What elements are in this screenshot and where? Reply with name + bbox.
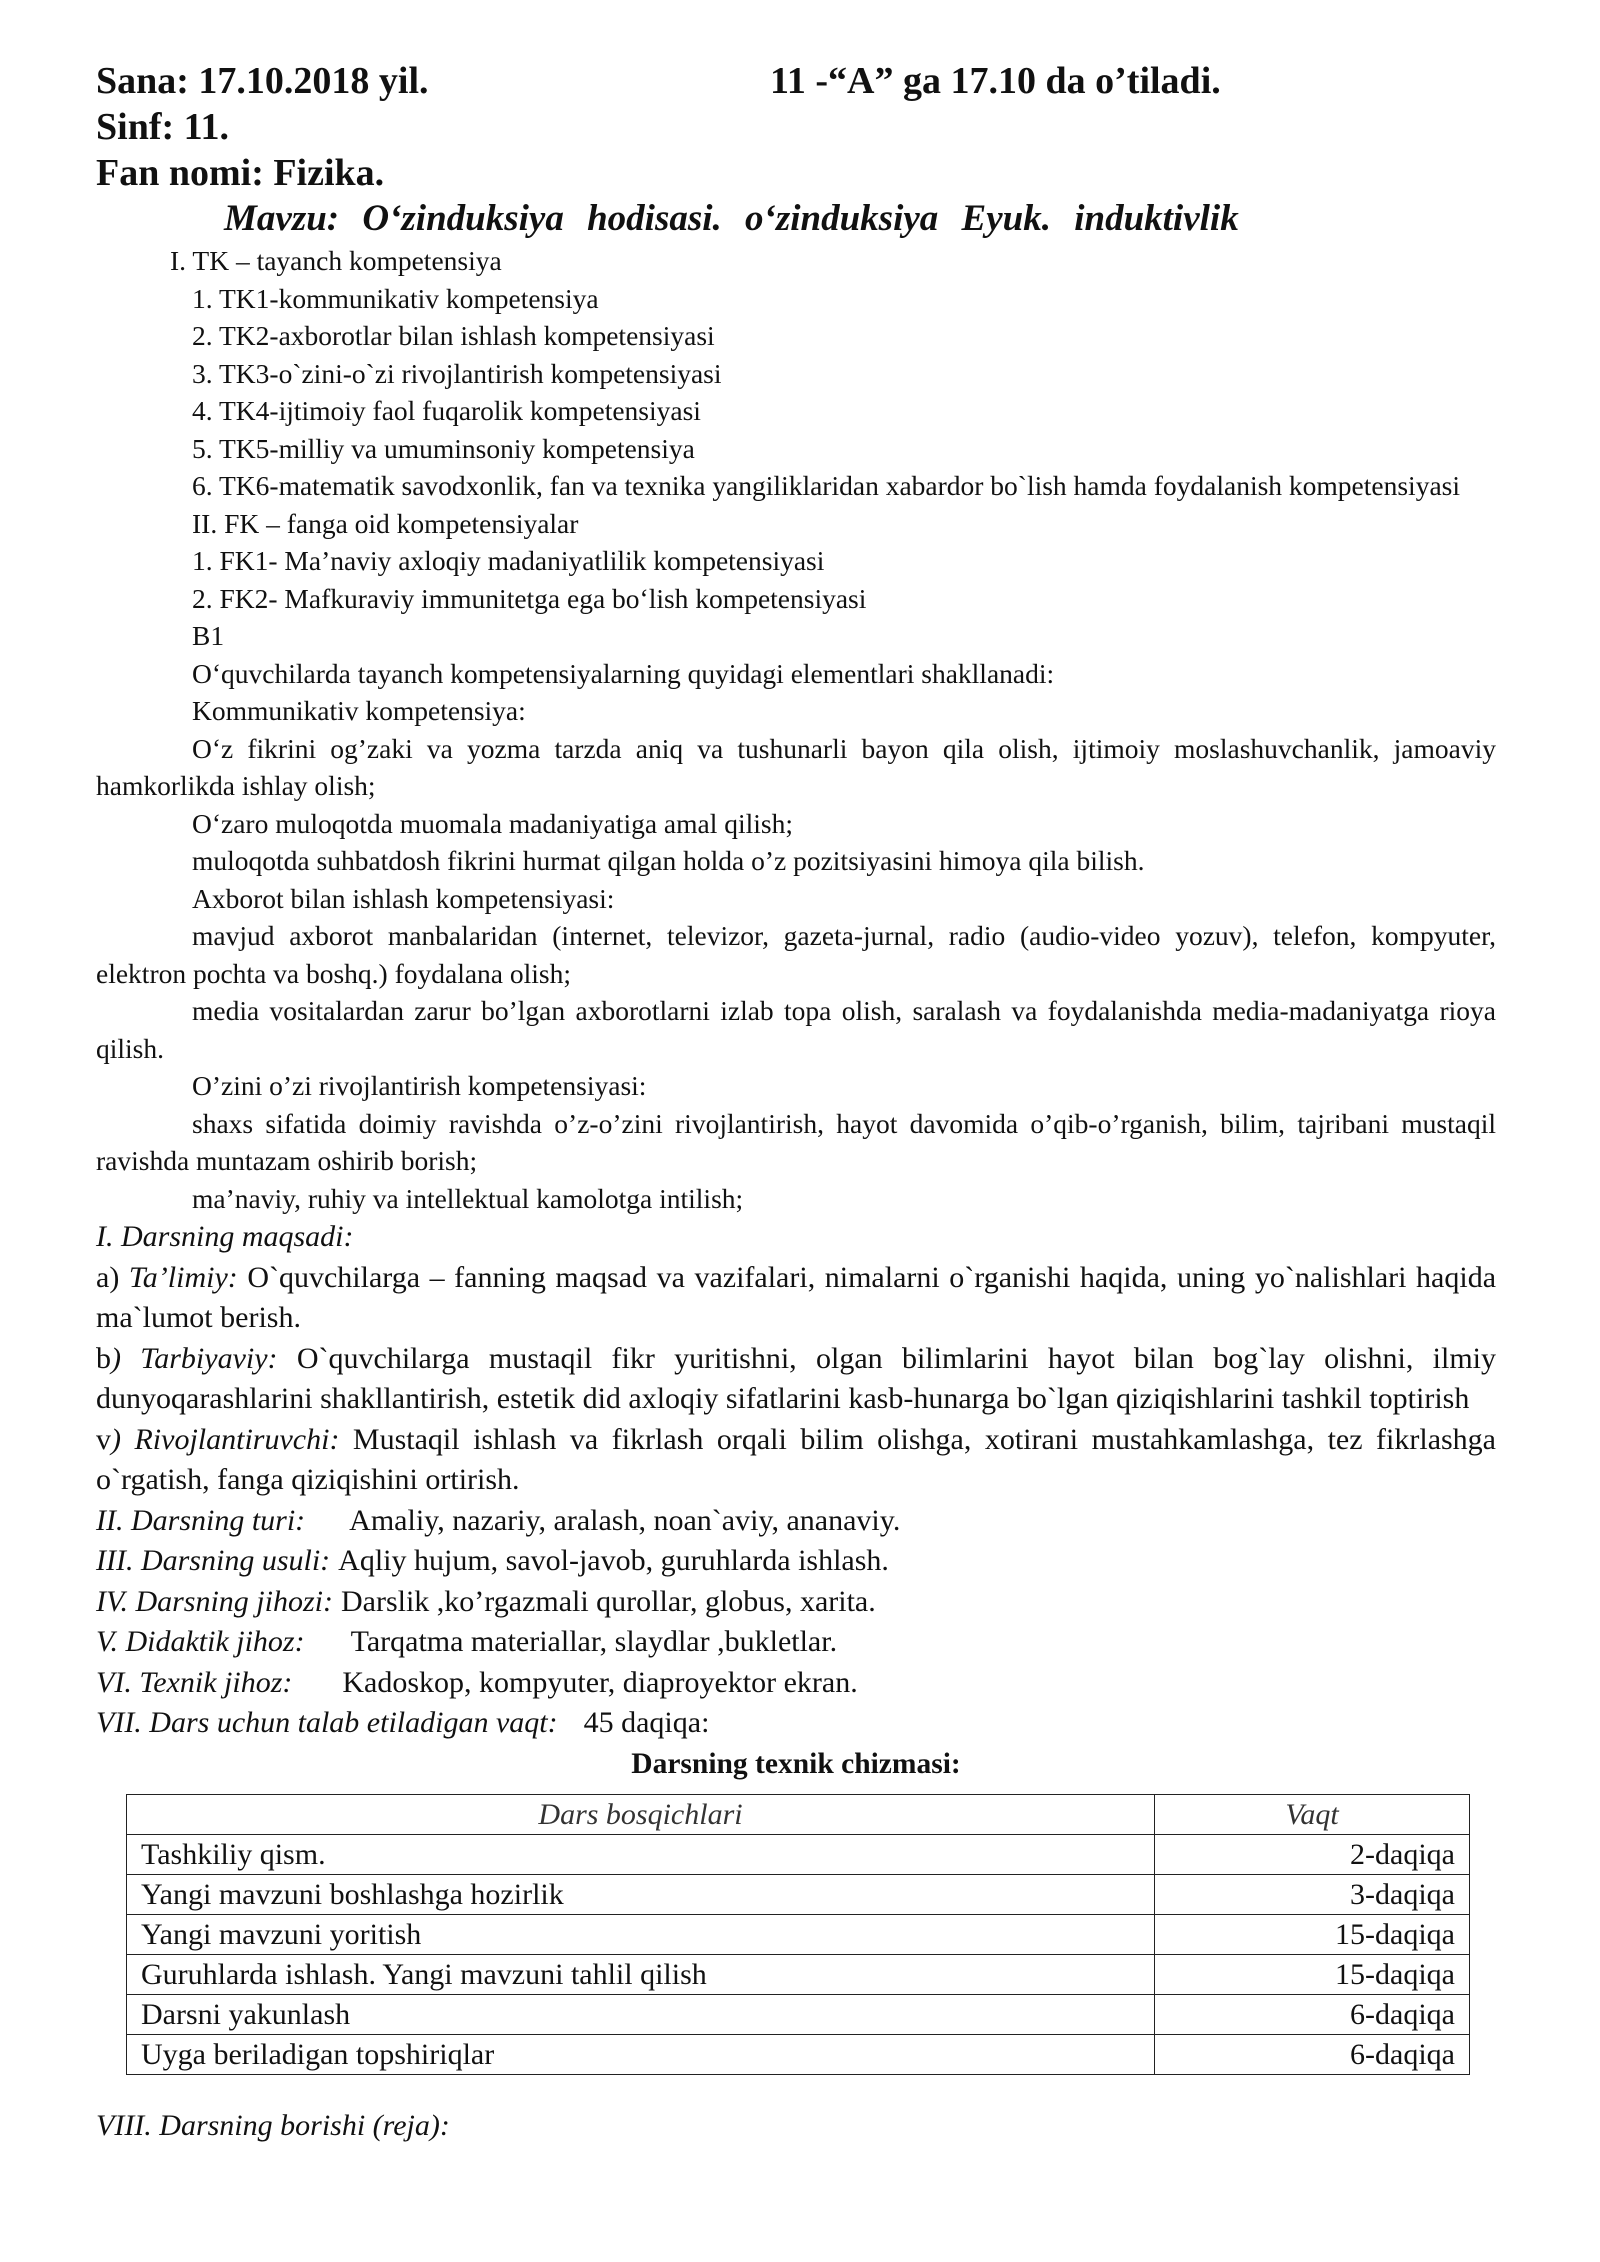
goal-b-label: ) Tarbiyaviy:: [111, 1341, 278, 1375]
komm-item: O‘zaro muloqotda muomala madaniyatiga amal qilish;: [192, 807, 794, 839]
goals-title: I. Darsning maqsadi:: [96, 1220, 354, 1253]
grade-text: Sinf: 11.: [96, 106, 230, 148]
meta-value: Darslik ,ko’rgazmali qurollar, globus, xarita.: [340, 1584, 876, 1618]
riv-item: shaxs sifatida doimiy ravishda o’z-o’zini rivojlantirish, hayot davomida o’qib-o’rganish, bilim, tajribani mustaqil ravishda muntazam oshirib borish;: [96, 1107, 1496, 1176]
goal-a-prefix: a): [96, 1260, 129, 1294]
goal-a-text: O`quvchilarga – fanning maqsad va vazifalari, nimalarni o`rganishi haqida, uning yo`nalishlari haqida ma`lumot berish.: [96, 1260, 1497, 1334]
time-cell: 6-daqiqa: [1155, 1994, 1470, 2034]
komm-title: Kommunikativ kompetensiya:: [192, 695, 526, 726]
lesson-schedule-table: [126, 1794, 1470, 2075]
table-header-row: [127, 1794, 1470, 1834]
lesson-plan-page: [96, 58, 1496, 2146]
meta-row: [96, 1703, 1496, 1744]
axb-title: Axborot bilan ishlash kompetensiyasi:: [192, 882, 615, 914]
time-cell: 15-daqiqa: [1155, 1914, 1470, 1954]
axb-item: mavjud axborot manbalaridan (internet, televizor, gazeta-jurnal, radio (audio-video yozuv), telefon, kompyuter, elektron pochta va boshq.) foydalana olish;: [96, 920, 1496, 989]
komm-item: muloqotda suhbatdosh fikrini hurmat qilgan holda o’z pozitsiyasini himoya qila bilish.: [192, 845, 1145, 876]
meta-label: V. Didaktik jihoz:: [96, 1625, 305, 1658]
b1-label: B1: [192, 620, 225, 651]
lesson-flow-heading: VIII. Darsning borishi (reja):: [96, 2108, 450, 2142]
stage-cell: Darsni yakunlash: [127, 1994, 1155, 2034]
tk-item: 4. TK4-ijtimoiy faol fuqarolik kompetensiyasi: [192, 395, 701, 426]
meta-label: II. Darsning turi:: [96, 1503, 306, 1537]
stage-cell: Uyga beriladigan topshiriqlar: [127, 2034, 1155, 2074]
fk-item: 2. FK2- Mafkuraviy immunitetga ega bo‘lish kompetensiyasi: [192, 582, 867, 614]
meta-label: VI. Texnik jihoz:: [96, 1665, 293, 1699]
riv-title: O’zini o’zi rivojlantirish kompetensiyasi:: [192, 1070, 647, 1101]
axb-item: media vositalardan zarur bo’lgan axborotlarni izlab topa olish, saralash va foydalanishda media-madaniyatga rioya qilish.: [96, 995, 1496, 1064]
topic-heading: Mavzu: O‘zinduksiya hodisasi. o‘zinduksiya Eyuk. induktivlik: [224, 198, 1239, 239]
time-cell: 2-daqiqa: [1155, 1834, 1470, 1874]
meta-label: VII. Dars uchun talab etiladigan vaqt:: [96, 1706, 558, 1739]
goal-b-prefix: b: [96, 1341, 111, 1375]
goal-v: [96, 1420, 1496, 1501]
subject-text: Fan nomi: Fizika.: [96, 152, 385, 194]
goal-b-text: O`quvchilarga mustaqil fikr yuritishni, olgan bilimlarini hayot bilan bog`lay olishni, ilmiy dunyoqarashlarini shakllantirish, estetik did axloqiy sifatlarini kasb-hunarga bo`lgan qiziqishlarini tashkil toptirish: [96, 1341, 1497, 1415]
goal-v-text: Mustaqil ishlash va fikrlash orqali bilim olishga, xotirani mustahkamlashga, tez fikrlashga o`rgatish, fanga qiziqishini ortirish.: [96, 1422, 1497, 1496]
time-cell: 3-daqiqa: [1155, 1874, 1470, 1914]
tk-item: 5. TK5-milliy va umuminsoniy kompetensiya: [192, 432, 695, 464]
meta-label: III. Darsning usuli:: [96, 1544, 331, 1577]
tk-title: I. TK – tayanch kompetensiya: [170, 245, 502, 276]
class-note: 11 -“A” ga 17.10 da o’tiladi.: [770, 60, 1221, 102]
meta-label: IV. Darsning jihozi:: [96, 1584, 333, 1618]
intro-text: O‘quvchilarda tayanch kompetensiyalarning quyidagi elementlari shakllanadi:: [192, 657, 1055, 689]
goal-b: [96, 1339, 1496, 1420]
meta-value: Kadoskop, kompyuter, diaproyektor ekran.: [342, 1665, 858, 1699]
riv-item: ma’naviy, ruhiy va intellektual kamolotga intilish;: [192, 1182, 744, 1214]
table-row: [127, 1874, 1470, 1914]
komm-item: O‘z fikrini og’zaki va yozma tarzda aniq va tushunarli bayon qila olish, ijtimoiy moslashuvchanlik, jamoaviy hamkorlikda ishlay olish;: [96, 732, 1496, 801]
meta-value: 45 daqiqa:: [583, 1706, 710, 1739]
goal-a-label: Ta’limiy:: [128, 1260, 238, 1294]
meta-row: [96, 1541, 1496, 1582]
meta-row: [96, 1663, 1496, 1704]
meta-value: Aqliy hujum, savol-javob, guruhlarda ishlash.: [338, 1544, 889, 1577]
goal-v-label: ) Rivojlantiruvchi:: [111, 1422, 340, 1456]
date-row: [96, 58, 1496, 104]
table-row: [127, 2034, 1470, 2074]
table-row: [127, 1914, 1470, 1954]
table-row: [127, 1834, 1470, 1874]
date-text: Sana: 17.10.2018 yil.: [96, 60, 429, 102]
table-row: [127, 1994, 1470, 2034]
fk-item: 1. FK1- Ma’naviy axloqiy madaniyatlilik kompetensiyasi: [192, 545, 825, 576]
table-title: Darsning texnik chizmasi:: [631, 1747, 961, 1780]
stage-cell: Guruhlarda ishlash. Yangi mavzuni tahlil qilish: [127, 1954, 1155, 1994]
meta-value: Tarqatma materiallar, slaydlar ,bukletlar.: [350, 1625, 838, 1658]
time-cell: 15-daqiqa: [1155, 1954, 1470, 1994]
stage-cell: Yangi mavzuni boshlashga hozirlik: [127, 1874, 1155, 1914]
table-row: [127, 1954, 1470, 1994]
goal-a: [96, 1258, 1496, 1339]
tk-item: 6. TK6-matematik savodxonlik, fan va texnika yangiliklaridan xabardor bo`lish hamda foydalanish kompetensiyasi: [192, 470, 1460, 501]
table-wrapper: [96, 1794, 1496, 2106]
meta-value: Amaliy, nazariy, aralash, noan`aviy, ananaviy.: [349, 1503, 901, 1537]
header-time: Vaqt: [1155, 1794, 1470, 1834]
stage-cell: Yangi mavzuni yoritish: [127, 1914, 1155, 1954]
goal-v-prefix: v: [96, 1422, 111, 1456]
meta-row: [96, 1622, 1496, 1663]
time-cell: 6-daqiqa: [1155, 2034, 1470, 2074]
tk-item: 3. TK3-o`zini-o`zi rivojlantirish kompetensiyasi: [192, 357, 722, 389]
tk-item: 1. TK1-kommunikativ kompetensiya: [192, 282, 599, 314]
header-stage: Dars bosqichlari: [127, 1794, 1155, 1834]
tk-item: 2. TK2-axborotlar bilan ishlash kompetensiyasi: [192, 320, 715, 351]
fk-title: II. FK – fanga oid kompetensiyalar: [192, 507, 579, 539]
meta-row: [96, 1501, 1496, 1542]
meta-row: [96, 1582, 1496, 1623]
stage-cell: Tashkiliy qism.: [127, 1834, 1155, 1874]
